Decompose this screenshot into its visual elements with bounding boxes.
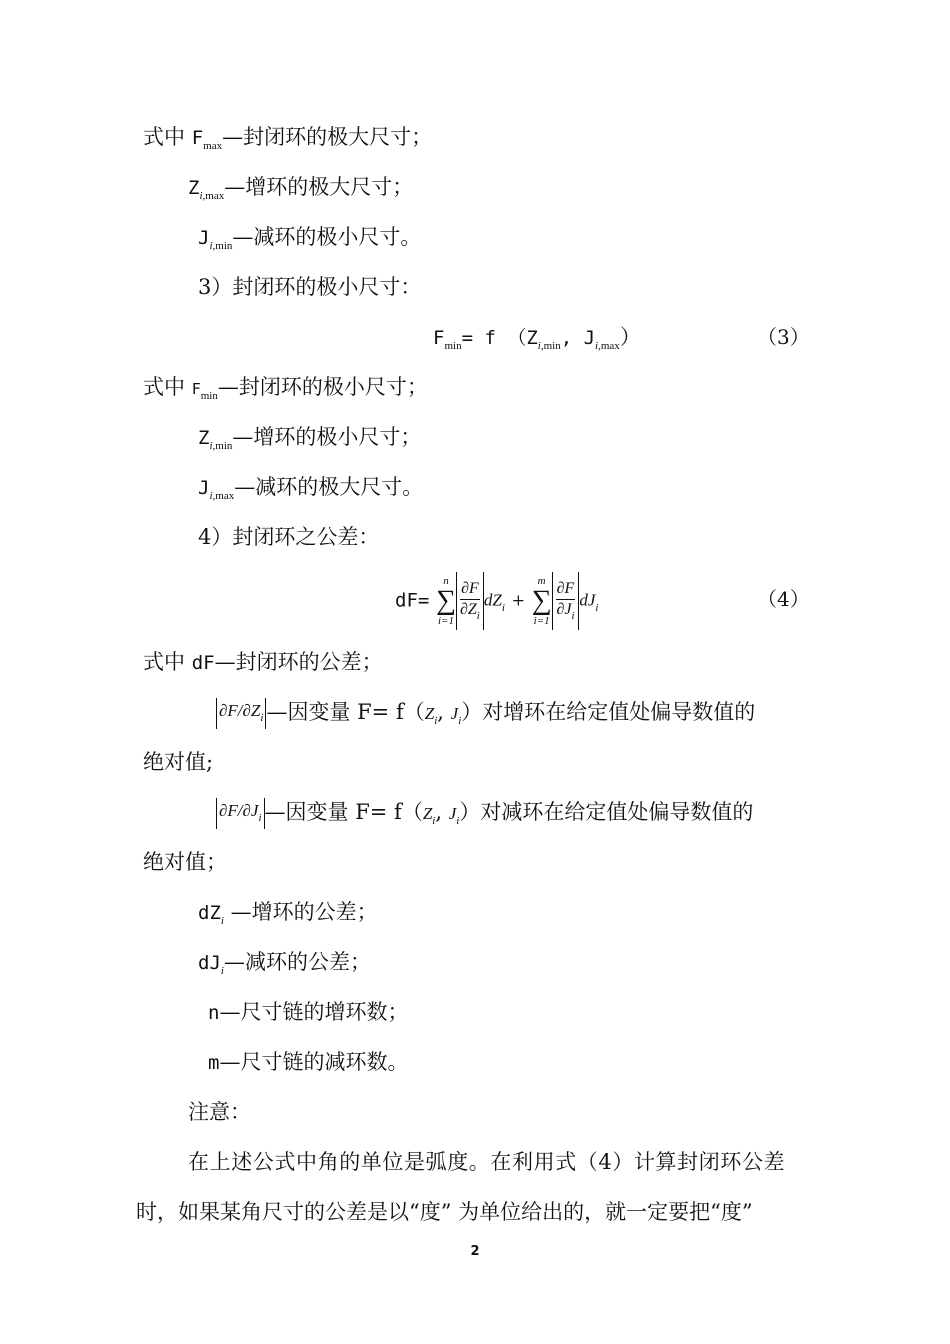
line-partial-j-definition — [216, 798, 753, 835]
sub-min: ,min — [212, 440, 233, 452]
sum-2 — [532, 574, 552, 628]
equation-4 — [395, 570, 598, 628]
comma: , — [435, 800, 443, 824]
sub-min: ,min — [212, 240, 233, 252]
definition-text: —尺寸链的减环数。 — [219, 1050, 409, 1074]
definition-text: —尺寸链的增环数； — [219, 1000, 409, 1024]
term-sub: i — [501, 602, 505, 614]
definition-text: —减环的极小尺寸。 — [232, 225, 422, 249]
eq-close-paren: ） — [619, 325, 641, 349]
line-dz-definition — [198, 898, 378, 935]
var-j: J — [198, 227, 210, 249]
equation-3 — [433, 323, 641, 360]
var-m: m — [208, 1052, 220, 1074]
sum-upper-limit: m — [537, 574, 546, 587]
line-absolute-value-1 — [143, 748, 213, 776]
eq-function: = f （Z — [461, 327, 538, 349]
definition-text: ）对减环在给定值处偏导数值的 — [459, 800, 754, 824]
line-absolute-value-2 — [143, 848, 227, 876]
section-heading: 3）封闭环的极小尺寸： — [198, 275, 422, 299]
fraction-denominator — [460, 600, 480, 626]
definition-text: —封闭环的极大尺寸； — [222, 125, 433, 149]
sum-1 — [436, 574, 456, 628]
sub-i: i — [209, 240, 213, 252]
note-heading: 注意： — [188, 1100, 251, 1124]
continuation-text: 绝对值； — [143, 850, 227, 874]
var-z: Z — [188, 177, 200, 199]
definition-text: —减环的极大尺寸。 — [234, 475, 424, 499]
label-shizhong: 式中 — [143, 375, 185, 399]
line-note-body-1 — [188, 1148, 785, 1176]
line-section-4-heading — [198, 523, 379, 551]
term-sub: i — [595, 602, 599, 614]
eq-lhs: F — [433, 327, 445, 349]
line-note-body-2 — [136, 1198, 753, 1226]
sub-max: ,max — [212, 490, 235, 502]
line-zimin-definition — [198, 423, 421, 460]
line-jimin-definition — [198, 223, 421, 260]
var-j: J — [448, 804, 457, 823]
var-dj: dJ — [198, 952, 221, 974]
term-dj: dJ — [579, 590, 596, 610]
definition-text: —减环的公差； — [223, 950, 371, 974]
eq-sub-max: ,max — [598, 340, 620, 352]
fraction-numerator: ∂F — [460, 579, 480, 600]
dependent-variable-text: —因变量 F= f（ — [264, 800, 423, 824]
var-j: J — [450, 704, 459, 723]
sigma-symbol: ∑ — [531, 584, 552, 616]
eq-lhs: dF= — [395, 589, 430, 612]
equation-3-number: （3） — [757, 325, 810, 349]
partial-expression: ∂F/∂Z — [219, 701, 261, 720]
definition-text: —增环的极大尺寸； — [224, 175, 414, 199]
eq-comma-j: , J — [560, 327, 596, 349]
sub-i: i — [220, 965, 224, 977]
sub-i: i — [209, 490, 213, 502]
abs-fraction-2 — [552, 572, 580, 630]
sub-i: i — [220, 915, 224, 927]
denominator-sub: i — [571, 609, 575, 622]
sigma-symbol: ∑ — [436, 584, 456, 616]
var-z: Z — [424, 704, 435, 723]
var-j: J — [198, 477, 210, 499]
line-dj-definition — [198, 948, 371, 985]
denominator-text: ∂Z — [459, 600, 477, 618]
var-n: n — [208, 1002, 220, 1024]
sum-lower-limit: i=1 — [438, 614, 454, 627]
sub-max: ,max — [202, 190, 225, 202]
dependent-variable-text: —因变量 F= f（ — [266, 700, 425, 724]
definition-text: —增环的极小尺寸； — [232, 425, 422, 449]
sub-max: max — [203, 140, 223, 152]
denominator-text: ∂J — [556, 600, 572, 618]
sub-i: i — [432, 815, 436, 827]
comma: , — [437, 700, 444, 724]
eq-sub-i: i — [537, 340, 541, 352]
fraction-2 — [556, 579, 576, 626]
line-n-definition — [208, 998, 408, 1027]
definition-text: ）对增环在给定值处偏导数值的 — [461, 700, 756, 724]
line-partial-z-definition — [216, 698, 755, 735]
sub-i: i — [199, 190, 203, 202]
page-number: 2 — [470, 1244, 480, 1259]
equation-4-number: （4） — [757, 587, 810, 611]
sum-lower-limit: i=1 — [533, 614, 550, 627]
section-heading: 4）封闭环之公差： — [198, 525, 380, 549]
plus-sign: + — [511, 590, 525, 610]
var-f: F — [191, 127, 204, 149]
abs-fraction-1 — [456, 572, 484, 630]
definition-text: —封闭环的极小尺寸； — [217, 375, 428, 399]
var-z: Z — [422, 804, 433, 823]
line-m-definition — [208, 1048, 408, 1077]
line-section-3-heading — [198, 273, 421, 301]
abs-partial-z — [216, 698, 266, 729]
fraction-1 — [460, 579, 480, 626]
var-dz: dZ — [198, 902, 221, 924]
abs-partial-j — [216, 798, 265, 829]
fraction-numerator: ∂F — [556, 579, 576, 600]
var-z: Z — [198, 427, 210, 449]
sub-i: i — [458, 715, 462, 727]
sub-i: i — [456, 815, 460, 827]
line-fmax-definition — [143, 123, 432, 160]
definition-text: —增环的公差； — [223, 900, 378, 924]
paragraph-text: 在上述公式中角的单位是弧度。在利用式（4）计算封闭环公差 — [188, 1150, 786, 1174]
line-jimax-definition — [198, 473, 423, 510]
label-shizhong: 式中 — [143, 650, 185, 674]
partial-sub: i — [258, 812, 262, 824]
sub-min: min — [200, 390, 218, 402]
paragraph-text: 时，如果某角尺寸的公差是以“度” 为单位给出的，就一定要把“度” — [136, 1200, 753, 1224]
line-zimax-definition — [188, 173, 413, 210]
line-fmin-definition — [143, 373, 428, 410]
sub-i: i — [434, 715, 438, 727]
eq-lhs-sub: min — [444, 340, 462, 352]
eq-sub-i: i — [595, 340, 599, 352]
continuation-text: 绝对值; — [143, 750, 214, 774]
line-note-heading — [188, 1098, 251, 1126]
term-dz: dZ — [483, 590, 502, 610]
var-df: dF — [191, 652, 215, 674]
partial-expression: ∂F/∂J — [219, 801, 259, 820]
label-shizhong: 式中 — [143, 125, 185, 149]
line-df-definition — [143, 648, 383, 677]
definition-text: —封闭环的公差； — [214, 650, 383, 674]
partial-sub: i — [260, 712, 264, 724]
sub-i: i — [209, 440, 213, 452]
fraction-denominator — [556, 600, 574, 626]
denominator-sub: i — [476, 609, 480, 622]
var-f: F — [191, 380, 201, 398]
eq-sub-min: ,min — [540, 340, 561, 352]
sum-upper-limit: n — [443, 574, 449, 587]
